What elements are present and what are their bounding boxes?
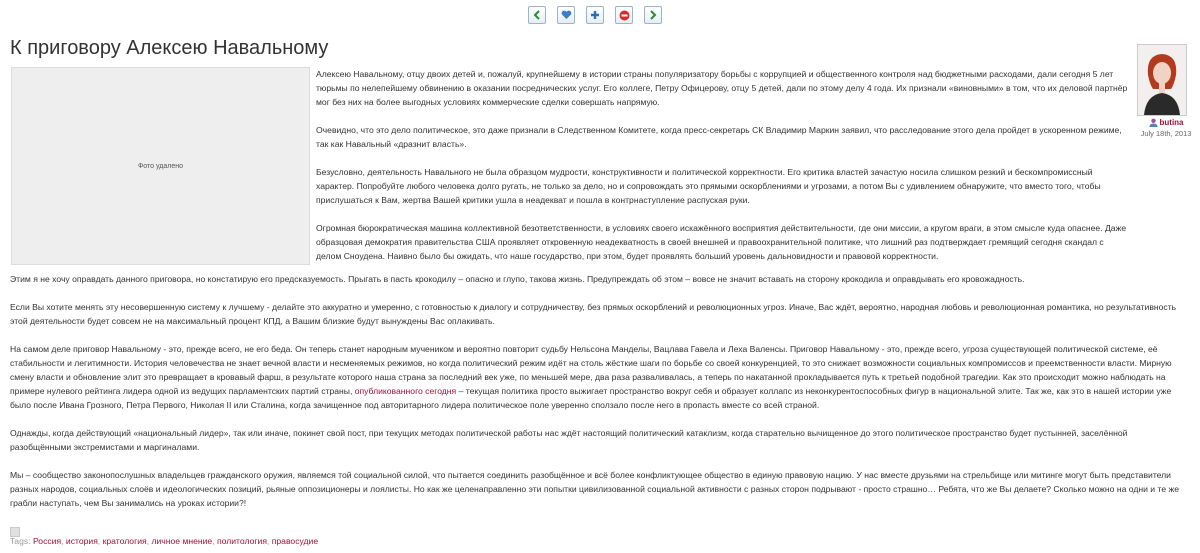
post-paragraph: Очевидно, что это дело политическое, это даже признали в Следственном Комитете, когда пресс-секретарь СК Владимир Маркин заявил, что расследование этого дела пройдет в ускоренном режиме, так как Навальный «дразнит власть». bbox=[316, 125, 1122, 149]
chevron-left-icon bbox=[532, 10, 542, 20]
post-paragraph: Если Вы хотите менять эту несовершенную систему к лучшему - делайте это аккуратно и умеренно, с готовностью к диалогу и сотрудничеству, без прямых оскорблений и революционных угроз. Иначе, Вас ждёт, вероятно, народная любовь и революционная романтика, но результативность этой деятельности будет совсем не на максимальный процент КПД, а Вашим близкие будут вынуждены Вас оплакивать. bbox=[10, 302, 1177, 326]
post-toolbar bbox=[528, 6, 662, 24]
user-icon bbox=[1149, 118, 1158, 127]
post-paragraph bbox=[10, 342, 1180, 412]
chevron-right-icon bbox=[648, 10, 658, 20]
avatar-image bbox=[1138, 45, 1186, 115]
author-avatar[interactable] bbox=[1137, 44, 1187, 116]
paragraph-text: – текущая политика просто выжигает пространство вокруг себя и образует коллапс из неконкурентоспособных фигур в национальной элите. Так же, как это в нашей истории уже было после Ивана Грозного, Петра Первого, Николая II или Сталина, когда зачищенное под авторитарного лидера политическое поле уверенно сползало после него в пропасть вместе со всей страной. bbox=[10, 386, 1172, 410]
heart-icon bbox=[561, 10, 572, 20]
post-paragraph: Алексею Навальному, отцу двоих детей и, пожалуй, крупнейшему в истории страны популяризатору борьбы с коррупцией и общественного контроля над бюджетными расходами, дали сегодня 5 лет тюрьмы по нелепейшему обвинению в оказании посреднических услуг. Его коллеге, Петру Офицерову, отцу 5 детей, дали по этому делу 4 года. Их признали «виновными» в том, что их деловой партнёр мог без них на более выгодных условиях коммерческие сделки совершать напрямую. bbox=[316, 69, 1128, 107]
tag-link[interactable]: Россия bbox=[32, 536, 62, 546]
photo-removed-label: Фото удалено bbox=[137, 162, 183, 170]
post-paragraph: Огромная бюрократическая машина коллективной безответственности, в условиях своего искажённого восприятия действительности, где они миссии, а кругом враги, в этом смысле куда опаснее. Даже образцовая демократия правительства США проявляет откровенную неадекватность в своей внешней и правоохранительной политике, что лишний раз подтверждает гремящий сегодня скандал с делом Сноудена. Наивно было бы ожидать, что наше государство, при этом, будет проявлять больший уровень дальновидности и правовой корректности. bbox=[316, 223, 1127, 261]
tag-link[interactable]: история bbox=[65, 536, 98, 546]
published-today-link[interactable]: опубликованного сегодня bbox=[354, 386, 457, 396]
removed-photo-placeholder bbox=[11, 67, 310, 265]
post-body-top bbox=[316, 67, 1128, 277]
post-body-full bbox=[10, 272, 1180, 524]
author-card bbox=[1134, 44, 1198, 138]
add-button[interactable] bbox=[586, 6, 604, 24]
author-line bbox=[1134, 118, 1198, 127]
post-title: К приговору Алексею Навальному bbox=[10, 37, 329, 59]
post-paragraph: Однажды, когда действующий «национальный лидер», так или иначе, покинет свой пост, при текущих методах политической работы нас ждёт настоящий политический катаклизм, когда старательно вычищенное до этого политическое пространство будет пустынней, заселённой разобщёнными экстремистами и маргиналами. bbox=[10, 428, 1128, 452]
tag-link[interactable]: кратология bbox=[102, 536, 147, 546]
plus-icon bbox=[590, 10, 600, 20]
tag-link[interactable]: личное мнение bbox=[151, 536, 213, 546]
paragraph-text: На самом деле приговор Навальному - это, прежде всего, не его беда. Он теперь станет народным мучеником и вероятно повторит судьбу Нельсона Манделы, Вацлава Гавела и Леха Валенсы. Приговор Навальному - это, прежде всего, угроза существующей политической системе, её стабильности и легитимности. История человечества не знает вечной власти и несменяемых режимов, но когда политический режим идёт на столь жёсткие шаги по борьбе со своей конкуренцией, то это снижает возможности социальных компромиссов и преемственности власти. Мирную смену власти и обновление элит это превращает в кровавый фарш, в результате которого наша страна за последний век уже, по меньшей мере, два раза разваливалась, а теперь по накатанной прокладывается путь к третьей подобной трагедии. Как это происходит можно наблюдать на примере нулевого рейтинга лидера одной из ведущих парламентских партий страны, bbox=[10, 344, 1172, 396]
minus-circle-icon bbox=[619, 10, 630, 21]
post-date: July 18th, 2013 bbox=[1140, 129, 1192, 138]
tag-link[interactable]: правосудие bbox=[271, 536, 319, 546]
prev-post-button[interactable] bbox=[528, 6, 546, 24]
post-paragraph: Мы – сообщество законопослушных владельцев гражданского оружия, являемся той социальной силой, что пытается соединить разобщённое и всё более конфликтующее общество в единую правовую нацию. У нас вместе друзьями на стрельбище или митинге могут быть представители разных народов, социальных слоёв и идеологических позиций, рьяные оппозиционеры и лоялисты. Но как же целенаправленно эти попытки цивилизованной социальной активности с разных сторон подрывают - просто страшно… Ребята, что же Вы делаете? Сколько можно на одни и те же грабли наступать, чем Вы занимались на уроках истории?! bbox=[10, 470, 1180, 508]
author-username-link[interactable]: butina bbox=[1159, 118, 1184, 127]
report-button[interactable] bbox=[615, 6, 633, 24]
tags-label: Tags: bbox=[10, 536, 31, 546]
next-post-button[interactable] bbox=[644, 6, 662, 24]
tags-line: Tags: Россия, история, кратология, личное мнение, политология, правосудие bbox=[10, 536, 319, 546]
post-paragraph: Безусловно, деятельность Навального не была образцом мудрости, конструктивности и политической корректности. Его критика властей зачастую носила слишком резкий и бескомпромиссный характер. Попробуйте любого человека долго ругать, не только за дело, но и сопровождать это прямыми оскорблениями и угрозами, а потом Вы с удивлением обнаружите, что вместо того, чтобы прислушаться к Вам, жертва Вашей критики ушла в неадекват и пошла в контрнаступление распуская руки. bbox=[316, 167, 1101, 205]
post-paragraph: Этим я не хочу оправдать данного приговора, но констатирую его предсказуемость. Прыгать в пасть крокодилу – опасно и глупо, такова жизнь. Предупреждать об этом – вовсе не значит вставать на сторону крокодила и оправдывать его кровожадность. bbox=[10, 274, 1025, 284]
tag-link[interactable]: политология bbox=[217, 536, 267, 546]
like-button[interactable] bbox=[557, 6, 575, 24]
